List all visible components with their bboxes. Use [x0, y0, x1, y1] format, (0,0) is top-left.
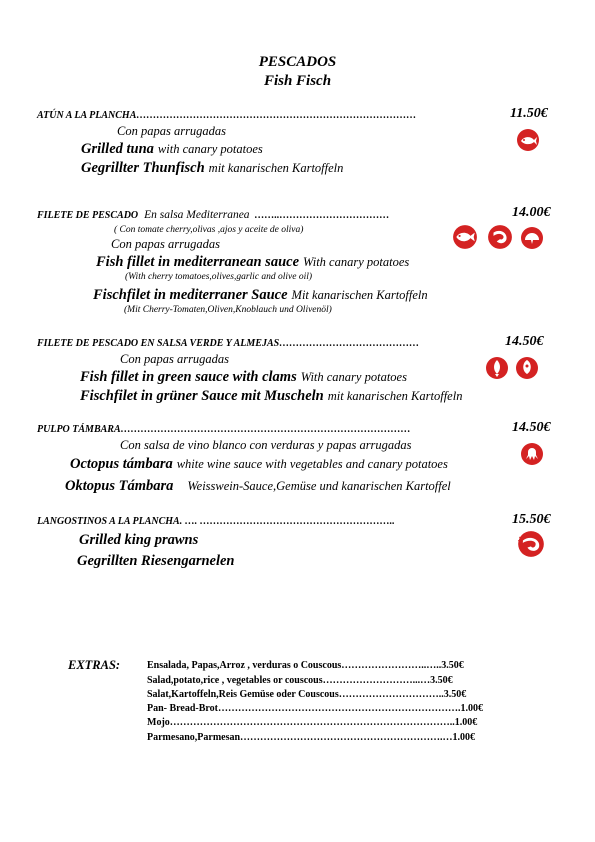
fish-icon — [452, 224, 478, 250]
item-name-en: Fish fillet in green sauce with clams With canary potatoes — [80, 369, 407, 385]
page-subtitle: Fish Fisch — [263, 73, 332, 89]
shrimp-icon — [487, 224, 513, 250]
shell-icon — [515, 356, 539, 380]
item-price: 14.00€ — [512, 205, 551, 220]
item-desc-es: Con papas arrugadas — [120, 352, 230, 366]
item-name-en: Grilled king prawns — [79, 532, 199, 548]
item-note-en: (With cherry tomatoes,olives,garlic and olive oil) — [125, 272, 313, 282]
item-price: 11.50€ — [510, 106, 548, 121]
item-name-en: Fish fillet in mediterranean sauce With canary potatoes — [96, 254, 410, 270]
extras-label: EXTRAS: — [68, 658, 121, 672]
item-note-de: (Mit Cherry-Tomaten,Oliven,Knoblauch und Olivenöl) — [124, 305, 332, 315]
item-desc-es: Con papas arrugadas — [111, 237, 221, 251]
item-name-de: Fischfilet in mediterraner Sauce Mit kanarischen Kartoffeln — [93, 287, 428, 303]
item-heading: FILETE DE PESCADO EN SALSA VERDE Y ALMEJAS…………………………………… — [37, 338, 420, 349]
item-name-de: Fischfilet in grüner Sauce mit Muscheln mit kanarischen Kartoffeln — [80, 388, 463, 404]
shell-icon — [520, 226, 544, 250]
item-name-en: Octopus támbara white wine sauce with vegetables and canary potatoes — [70, 456, 448, 472]
tuna-icon — [516, 128, 540, 152]
item-price: 15.50€ — [512, 512, 551, 527]
item-heading: ATÚN A LA PLANCHA………………………………………………………………………… — [37, 110, 417, 121]
item-name-de: Oktopus Támbara Weisswein-Sauce,Gemüse und kanarischen Kartoffel — [65, 478, 451, 494]
item-heading: FILETE DE PESCADO En salsa Mediterranea ……..…………………………… — [37, 209, 390, 221]
extras-row: Pan- Bread-Brot……………………………………………………………….1.00€ — [147, 703, 484, 714]
item-name-en: Grilled tuna with canary potatoes — [81, 141, 263, 157]
item-desc-es: Con salsa de vino blanco con verduras y papas arrugadas — [120, 438, 412, 452]
item-name-de: Gegrillten Riesengarnelen — [77, 553, 235, 569]
fish-icon — [485, 356, 509, 380]
extras-row: Parmesano,Parmesan…………………………………………………….…1.00€ — [147, 732, 476, 743]
extras-row: Salad,potato,rice , vegetables or couscous………………………...…3.50€ — [147, 675, 453, 686]
item-note-es: ( Con tomate cherry,olivas ,ajos y aceite de oliva) — [114, 225, 304, 235]
item-name-de: Gegrillter Thunfisch mit kanarischen Kartoffeln — [81, 160, 344, 176]
prawn-icon — [516, 530, 546, 558]
item-price: 14.50€ — [512, 420, 551, 435]
item-price: 14.50€ — [505, 334, 544, 349]
extras-row: Salat,Kartoffeln,Reis Gemüse oder Couscous…………………………..3.50€ — [147, 689, 467, 700]
octopus-icon — [520, 442, 544, 466]
extras-row: Ensalada, Papas,Arroz , verduras o Couscous……………………..…..3.50€ — [147, 660, 464, 671]
page-title: PESCADOS — [258, 54, 337, 70]
item-heading: LANGOSTINOS A LA PLANCHA. …. ………………………………………………….. — [37, 516, 395, 527]
extras-row: Mojo…………………………………………………………………………..1.00€ — [147, 717, 478, 728]
item-desc-es: Con papas arrugadas — [117, 124, 227, 138]
item-heading: PULPO TÁMBARA…………………………………………………………………………… — [37, 424, 411, 435]
